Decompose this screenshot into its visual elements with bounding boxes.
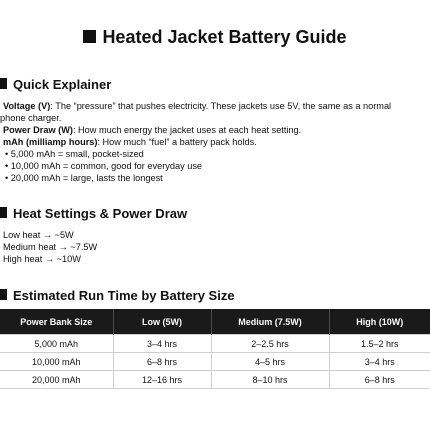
power-draw-term: Power Draw (W)	[3, 125, 73, 135]
section-heading-text: Heat Settings & Power Draw	[13, 206, 188, 221]
voltage-definition-continued: phone charger.	[0, 113, 62, 123]
square-bullet-icon	[0, 207, 7, 218]
section-heading-text: Quick Explainer	[13, 77, 112, 92]
table-cell: 5,000 mAh	[0, 335, 113, 353]
power-draw-definition	[3, 124, 301, 136]
mah-term: mAh (milliamp hours)	[3, 137, 98, 147]
table-cell: 4–5 hrs	[211, 353, 329, 371]
table-cell: 6–8 hrs	[113, 353, 211, 371]
section-heading-heat-settings	[0, 206, 187, 222]
table-cell: 8–10 hrs	[211, 371, 329, 389]
table-cell: 1.5–2 hrs	[329, 335, 430, 353]
square-bullet-icon	[0, 78, 7, 89]
square-bullet-icon	[83, 30, 96, 43]
table-cell: 10,000 mAh	[0, 353, 113, 371]
table-header-row	[0, 309, 430, 335]
run-time-table	[0, 309, 430, 389]
heat-setting-low: Low heat → ~5W	[3, 230, 74, 240]
table-cell: 2–2.5 hrs	[211, 335, 329, 353]
page-title	[0, 26, 430, 48]
page-title-text: Heated Jacket Battery Guide	[102, 27, 347, 47]
power-draw-text: : How much energy the jacket uses at each heat setting.	[72, 125, 302, 135]
table-cell: 20,000 mAh	[0, 371, 113, 389]
voltage-text: : The “pressure” that pushes electricity. These jackets use 5V, the same as a normal	[50, 101, 392, 111]
bullet-item: • 10,000 mAh = common, good for everyday use	[5, 161, 203, 171]
column-header: Medium (7.5W)	[211, 309, 329, 335]
table-row	[0, 371, 430, 389]
column-header: High (10W)	[329, 309, 430, 335]
voltage-term: Voltage (V)	[3, 101, 51, 111]
mah-definition	[3, 136, 257, 148]
table-row	[0, 335, 430, 353]
mah-text: : How much “fuel” a battery pack holds.	[97, 137, 257, 147]
column-header: Power Bank Size	[0, 309, 113, 335]
table-cell: 3–4 hrs	[113, 335, 211, 353]
table-cell: 3–4 hrs	[329, 353, 430, 371]
heat-setting-high: High heat → ~10W	[3, 254, 81, 264]
column-header: Low (5W)	[113, 309, 211, 335]
square-bullet-icon	[0, 289, 7, 300]
table-cell: 12–16 hrs	[113, 371, 211, 389]
table-row	[0, 353, 430, 371]
section-heading-text: Estimated Run Time by Battery Size	[13, 288, 235, 303]
section-heading-explainer	[0, 77, 111, 93]
section-heading-run-time	[0, 288, 235, 304]
bullet-item: • 20,000 mAh = large, lasts the longest	[5, 173, 163, 183]
heat-setting-medium: Medium heat → ~7.5W	[3, 242, 98, 252]
bullet-item: • 5,000 mAh = small, pocket-sized	[5, 149, 144, 159]
table-cell: 6–8 hrs	[329, 371, 430, 389]
voltage-definition	[3, 100, 391, 112]
